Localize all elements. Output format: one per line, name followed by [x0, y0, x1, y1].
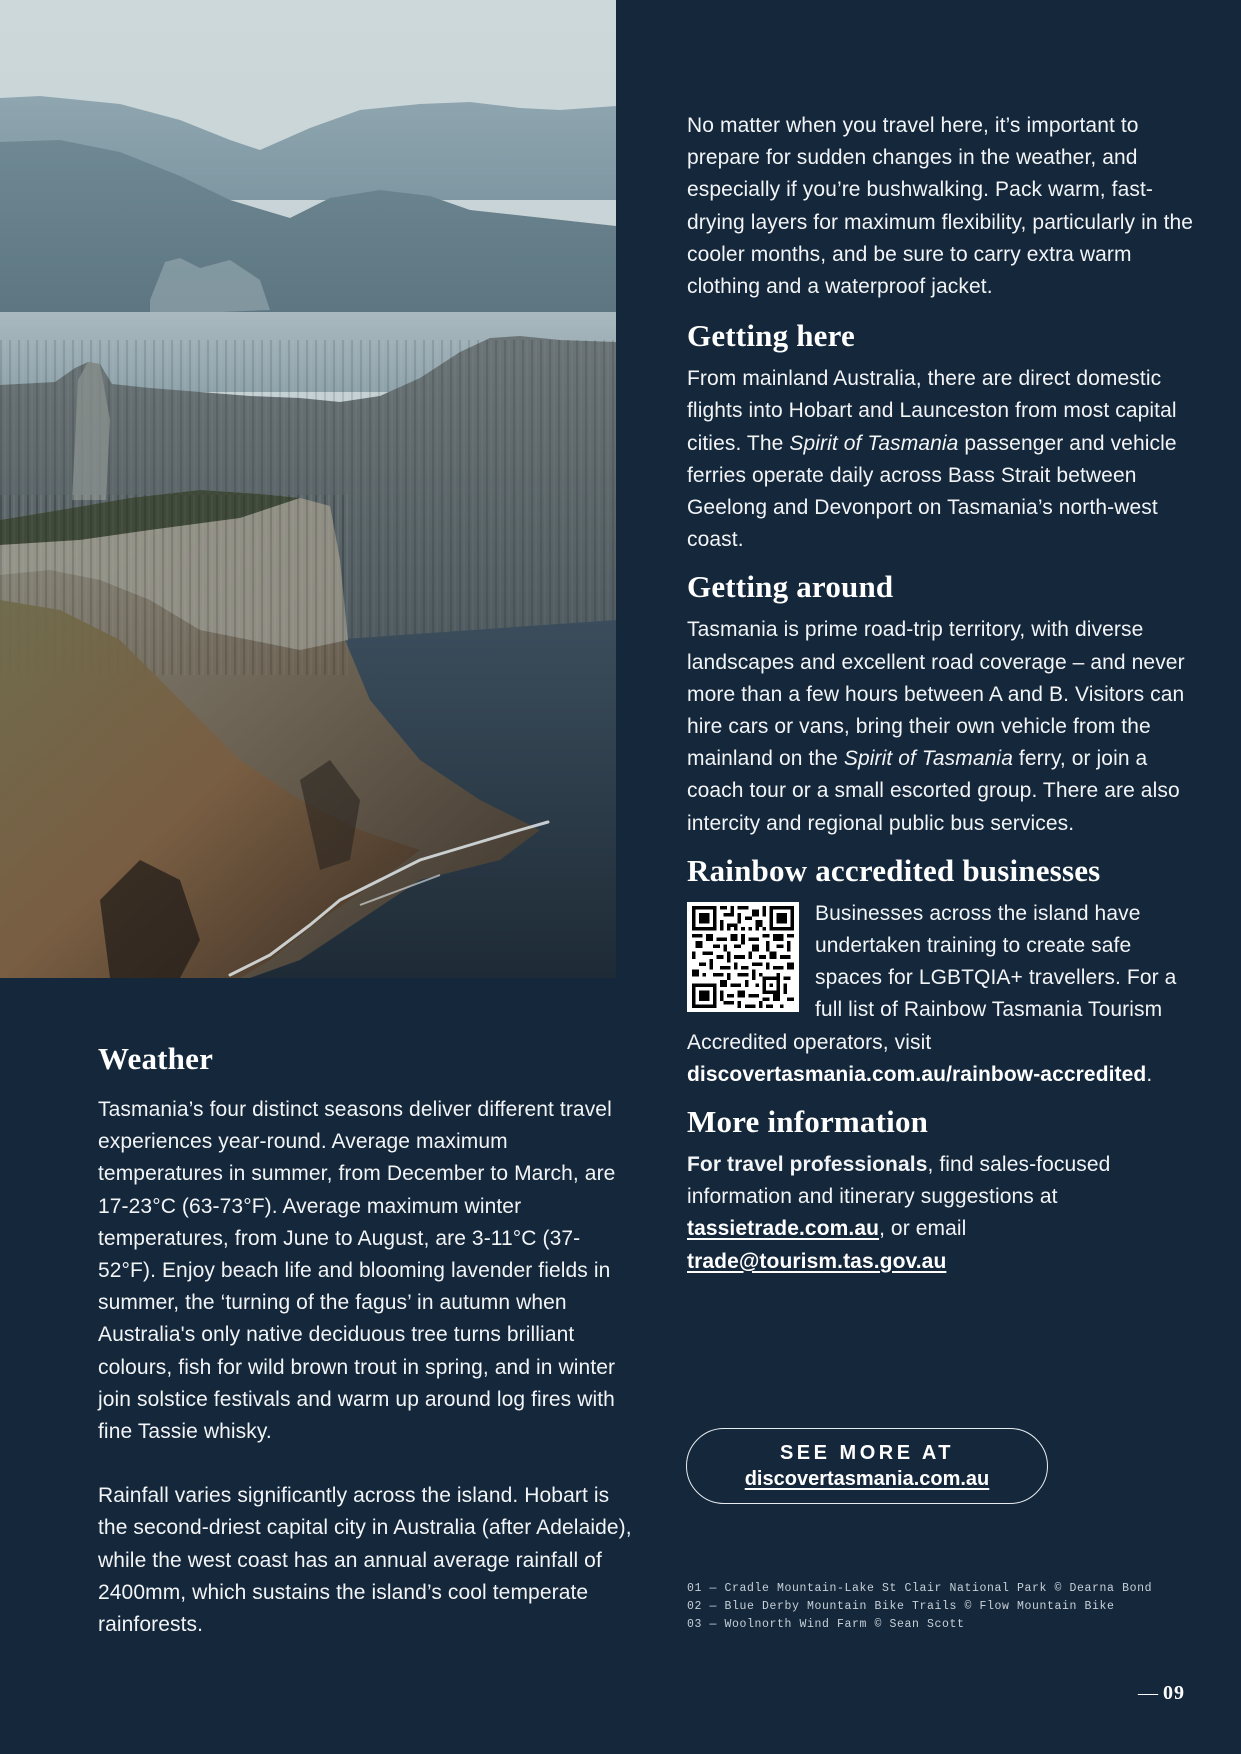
cliffs-landscape-image	[0, 0, 616, 978]
heading-rainbow-accredited: Rainbow accredited businesses	[687, 852, 1101, 888]
photo-credits	[687, 1580, 1207, 1634]
see-more-button[interactable]	[686, 1428, 1048, 1504]
heading-getting-around: Getting around	[687, 569, 894, 605]
section-getting-here	[687, 317, 1197, 556]
see-more-label: SEE MORE AT	[779, 1442, 955, 1464]
italic-ferry-name: Spirit of Tasmania	[789, 431, 959, 455]
qr-code[interactable]	[687, 902, 799, 1012]
getting-around-paragraph	[687, 614, 1197, 839]
text-run: , or email	[879, 1217, 967, 1241]
right-column	[687, 110, 1197, 1290]
section-getting-around	[687, 568, 1197, 839]
tassietrade-link[interactable]: tassietrade.com.au	[687, 1217, 880, 1241]
heading-more-information: More information	[687, 1104, 929, 1140]
section-weather	[98, 1040, 638, 1641]
weather-paragraph-1: Tasmania’s four distinct seasons deliver different travel experiences year-round. Average maximum temperatures in summer, from December to March, are 17-23°C (63-73°F). Average maximum winter temperatures, from June to August, are 3-11°C (37-52°F). Enjoy beach life and blooming lavender fields in summer, the ‘turning of the fagus’ in autumn when Australia's only native deciduous tree turns brilliant colours, fish for wild brown trout in spring, and in winter join solstice festivals and warm up around log fires with fine Tassie whisky.	[98, 1098, 616, 1444]
section-more-information	[687, 1103, 1197, 1278]
credit-line: 01 — Cradle Mountain-Lake St Clair National Park © Dearna Bond	[687, 1582, 1153, 1595]
text-run: Tasmania is prime road-trip territory, with diverse landscapes and excellent road coverage – and never more than a few hours between A and B. Visitors can hire cars or vans, bring their own vehicle from the mainland on the	[687, 618, 1185, 771]
text-run: .	[1146, 1062, 1153, 1086]
page-number-value: 09	[1163, 1682, 1185, 1704]
text-run: From mainland Australia, there are direct domestic flights into Hobart and Launceston from most capital cities. The	[687, 367, 1177, 455]
heading-weather: Weather	[98, 1041, 214, 1076]
getting-here-paragraph	[687, 363, 1197, 556]
rainbow-accredited-link[interactable]: discovertasmania.com.au/rainbow-accredited	[687, 1062, 1147, 1086]
page-number	[1138, 1682, 1185, 1705]
trade-email-link[interactable]: trade@tourism.tas.gov.au	[687, 1249, 947, 1273]
heading-getting-here: Getting here	[687, 318, 855, 354]
intro-paragraph: No matter when you travel here, it’s important to prepare for sudden changes in the weather, and especially if you’re bushwalking. Pack warm, fast-drying layers for maximum flexibility, particularly in the cooler months, and be sure to carry extra warm clothing and a waterproof jacket.	[687, 114, 1194, 299]
text-run: ferry, or join a coach tour or a small escorted group. There are also intercity and regional public bus services.	[687, 747, 1180, 835]
text-run: passenger and vehicle ferries operate daily across Bass Strait between Geelong and Devonport on Tasmania’s north-west coast.	[687, 431, 1177, 552]
credit-line: 03 — Woolnorth Wind Farm © Sean Scott	[687, 1618, 965, 1631]
bold-lead: For travel professionals	[687, 1153, 928, 1177]
text-run: , find sales-focused information and itinerary suggestions at	[687, 1153, 1111, 1209]
more-info-paragraph	[687, 1149, 1197, 1278]
hero-photo	[0, 0, 616, 978]
see-more-url: discovertasmania.com.au	[744, 1468, 990, 1490]
page-dash: —	[1138, 1682, 1159, 1704]
qr-code-icon	[691, 906, 795, 1008]
italic-ferry-name: Spirit of Tasmania	[843, 747, 1013, 771]
credit-line: 02 — Blue Derby Mountain Bike Trails © Flow Mountain Bike	[687, 1600, 1115, 1613]
text-run: Businesses across the island have undertaken training to create safe spaces for LGBTQIA+ travellers. For a full list of Rainbow Tasmania Tourism Accredited operators, visit	[687, 901, 1177, 1054]
section-rainbow-accredited	[687, 852, 1197, 1091]
weather-paragraph-2: Rainfall varies significantly across the island. Hobart is the second-driest capital city in Australia (after Adelaide), while the west coast has an annual average rainfall of 2400mm, which sustains the island’s cool temperate rainforests.	[98, 1484, 632, 1637]
